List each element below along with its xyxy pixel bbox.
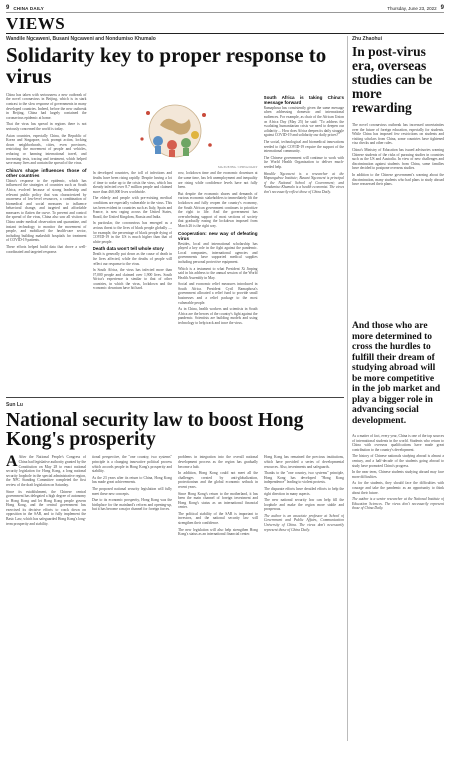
paragraph: That the virus has spread in regions there is not seriously concerned the world is today. [6,122,87,131]
article1-col3 [178,171,258,392]
paragraph: The political stability of the SAR is important to investors, and the national security law will strengthen their confidence. [178,511,258,526]
paragraph: Besides, local and international scholarship has played a key role in the fight against the pandemic. Local companies, international agencies and governments have supported medical supplies including personal protective equipment. [178,241,258,264]
paragraph-text: After the National People's Congress of China had legislative authority granted by the Constitution on May 28 to enact national security legislation for Hong Kong, a long national security loophole in the special administrative region, the NPC Standing Committee completed the first review of the draft legislation on Saturday. [6,455,86,487]
paragraph: Due to its economic prosperity, Hong Kong was the birthplace for the mainland's reform and opening-up, but it has become a major channel for foreign forces. [92,498,172,512]
author-note: The author is an associate professor at School of Government and Public Affairs, Communication University of China. The views don't necessarily represent those of China Daily. [264,513,344,532]
author-note: Wandile Ngcaweni is a researcher at the Mapungubwe Institute; Busani Ngcaweni is principal of the National School of Government; and Nondumiso Khumalo is a health economist. The views don't necessarily reflect those of China Daily. [263,171,345,194]
paragraph: In addition to the Chinese government's warning about the discrimination, many students who had plans to study abroad have reassessed their plans. [352,172,444,187]
paragraph: In particular, the coronavirus has emerged as a serious threat to the lives of black people globally — for example, the percentage of black people dying of COVID-19 in the US is much higher than that of white people. [92,221,173,244]
sidebar-body-continued [352,434,444,666]
paragraph [6,455,86,487]
article1-byline: Wandile Ngcaweni, Busani Ngcaweni and Nondumiso Khumalo [6,36,156,42]
subheading: China's shape influences those of other countries [6,167,87,178]
paragraph: Asian countries, especially China, the Republic of Korea and Singapore, took prompt action, locking down neighborhoods, cities, even provinces, restricting the movement of people and vehicles, reducing or banning international travel, and increasing tests, tracing and treatment, which helped save many lives and contain the spread of the virus. [6,133,87,166]
paragraph: The novel coronavirus outbreak has increased uncertainties over the future of foreign education, especially for students. While China has imposed few restrictions on students and visiting scholars from China, some countries have tightened visa checks and other rules. [352,123,444,146]
sidebar-headline: In post-virus era, overseas studies can be more rewarding [352,44,433,115]
sidebar-body [352,123,444,313]
pull-quote: And those who are more determined to cross the hurdles to fulfill their dream of studying abroad will be more competitive in the job market and play a bigger role in advancing social development. [352,321,441,426]
article2-col3 [178,455,258,783]
paragraph: China has taken with seriousness a new outbreak of the novel coronavirus in Beijing, which is in stark contrast to the slow response of governments in many developed countries. Indeed, before the new outbreak in Beijing, China had largely contained the coronavirus epidemic at home. [6,92,87,120]
article2-col1 [6,455,86,783]
section-divider [6,33,444,34]
column-divider [347,36,348,741]
drop-cap: A [6,455,18,471]
paragraph: The new legislation will also help strengthen Hong Kong's status as an international financial center. [178,527,258,537]
article1-center [93,93,258,393]
sidebar-byline: Zhu Zhaohui [352,36,382,42]
paragraph: The social, technological and biomedical innovations needed to fight COVID-19 require the support of the international community. [263,139,345,154]
paragraph: In developed countries, the toll of infections and deaths have been rising rapidly. Despite having a lot of time to wake up to the crisis the virus, which has already infected over 8.7 million people and claimed more than 460,000 lives worldwide. [92,171,173,194]
paragraph: Hong Kong has remained the precious institutions, which have provided a series of developmental resources. Also, investments and safeguards. [264,455,344,469]
article1-body [6,93,344,393]
article1-col4 [264,93,345,393]
issue-date: Thursday, June 23, 2022 [387,5,437,11]
author-note: The author is a senior researcher at the National Institute of Education Sciences. The views don't necessarily represent those of China Daily. [352,497,444,511]
page-number-right: 9 [440,5,444,11]
subheading: South Africa is taking China's message forward [263,94,345,105]
article2-col2 [92,455,172,783]
paragraph: Which is a testament to what President Xi Jinping said in his address to the annual session of the World Health Assembly in May. [178,266,258,280]
paragraph: The elderly and people with pre-existing medical conditions are especially vulnerable to the virus. This has been evident in countries such as Italy, Spain and France, is now raging across the United States, Brazil, the United Kingdom, Russia and India. [92,196,173,219]
photo-credit: MA XUEJING / CHINA DAILY [217,164,258,169]
paragraph: The disparate efforts have derailed efforts to help the right direction in many aspects. [264,486,344,496]
paragraph: Thanks to the "one country, two systems" principle, Hong Kong has developed "Hong Kong independence" leading to violent protests. [264,471,344,485]
article2-byline: Sun Lu [6,401,23,408]
paragraph: As for the students, they should face the difficulties with courage and take the pandemic as an opportunity to think about their future. [352,481,444,495]
article2-headline: National security law to boost Hong Kong's prosperity [6,409,304,451]
page-number: 9 [6,5,10,11]
paragraph: The history of Chinese nationals studying abroad is almost a century, and a half-decade of the students going abroad to study have promoted China's progress. [352,454,444,468]
paragraph: In the near term, Chinese students studying abroad may face more difficulties. [352,470,444,479]
main-articles [6,36,344,783]
section-title: VIEWS [6,14,66,33]
paragraph: Social and economic relief measures introduced in South Africa. President Cyril Ramaphosa's government allocated a relief fund to provide small businesses and a relief package to the most vulnerable people. [178,282,258,305]
article1-headline: Solidarity key to proper response to virus [6,43,327,89]
article1-col2 [93,171,173,392]
paragraph: Death is generally put down as the cause of death in the lives affected, while the deaths of people will reflect our response to the virus. [92,252,173,266]
brand-name: CHINA DAILY [13,5,44,11]
paragraph: In addition, Hong Kong could not meet all the challenges created by anti-globalization, protectionism and the global economic setback in recent years. [178,471,258,489]
paragraph: Ramaphosa has consistently given the same message when addressing domestic and international audiences. For example, as chair of the African Union on Africa Day (May 25) he said: "To address the escalating humanitarian crisis we need to deepen our solidarity ... How does Africa deepen its daily struggle against COVID-19 and solidarity our daily prices?" [263,105,345,138]
paragraph: tional perspective, the "one country, two systems" principle is a changing innovative political process which accords people in Hong Kong's prosperity and stability. [92,455,172,474]
page-header [6,4,444,13]
article-divider [6,397,344,398]
article2-col4 [264,455,344,783]
paragraph: The proposed national security legislation will fully meet these new concepts. [92,486,172,496]
paragraph: These efforts helped build data that drove a well-coordinated and targeted response. [6,245,87,254]
paragraph: row, lockdown time and the economic downturn at the same time, has left unemployment and inequality are rising while confidence levels have not fully been. [178,171,258,190]
illustration-image [120,95,230,163]
paragraph: As in China, health workers and scientists in South Africa are the heroes of the country's fight against the pandemic. Scientists are building models and using technology to help track and trace the virus. [178,307,258,326]
paragraph: Since Hong Kong's return to the motherland, it has been the main channel of foreign investment and Hong Kong's status as an international financial center. [178,491,258,510]
paragraph: problems in integration into the overall national development process as the region has gradually become a hub. [178,455,258,469]
sidebar-column [352,36,444,666]
paragraph: China's response to the epidemic, which has influenced the strategies of countries such as South Africa, evolved because of strong leadership and relevant public policy that was characterized by awareness of low-level resources, a combination of biomedical and social measures to influence behavioral change, and targeted and affordable measures to flatten the curve. To prevent and control the spread of the virus, China also saw all visitors to China under medical observation and quarantine, and instant technology to monitor the movement of people, and mobilized the health-care sector, including building makeshift hospitals for treatment of COVID-19 patients. [6,178,87,243]
paragraph: But despite the economic shares and demands of various economic stakeholders to immediately lift the lockdown and fully reopen the country's economy, the South African government continues to prioritize the right to life. And the government has overwhelming support of most sections of society that gradually easing the lockdown imposed from March 26 is the right way. [178,191,258,228]
paragraph: The Chinese government will continue to work with the World Health Organization to deliver much-needed help. [263,155,345,169]
paragraph: China's Ministry of Education has issued advisories warning Chinese students of the risks of pursuing studies in countries such as the US and Australia. In view of new challenges and discrimination against students from China, some families have decided to postpone overseas studies. [352,147,444,171]
paragraph: The new national security law can help fill the loophole and make the region more stable and prosperous. [264,498,344,512]
article1-col1 [6,93,87,393]
article2-body [6,455,344,783]
paragraph: Since its establishment, the Chinese central government has delegated a high degree of autonomy to Hong Kong and let Hong Kong people govern Hong Kong, and the central government has exercised its decisive efforts to crack down on opposition in the SAR, and to fully implement the Basic Law, which has safeguarded Hong Kong's long-term prosperity and stability. [6,489,86,526]
paragraph: In South Africa, the virus has infected more than 97,000 people and claimed over 1,900 lives. South Africa's experience is similar to that of other countries, in which the virus, lockdown and the economic downturn have hit hard. [92,268,173,291]
subheading: Death data won't tell whole story [92,246,164,252]
paragraph: As the 23 years after its return to China, Hong Kong has made great achievements. [92,475,172,485]
paragraph: As a matter of fact, every year, China is one of the top sources of international students in the world. Students who return to China with overseas qualifications have made great contribution to the country's development. [352,434,444,452]
subheading: Cooperation: new way of defeating virus [178,230,258,241]
